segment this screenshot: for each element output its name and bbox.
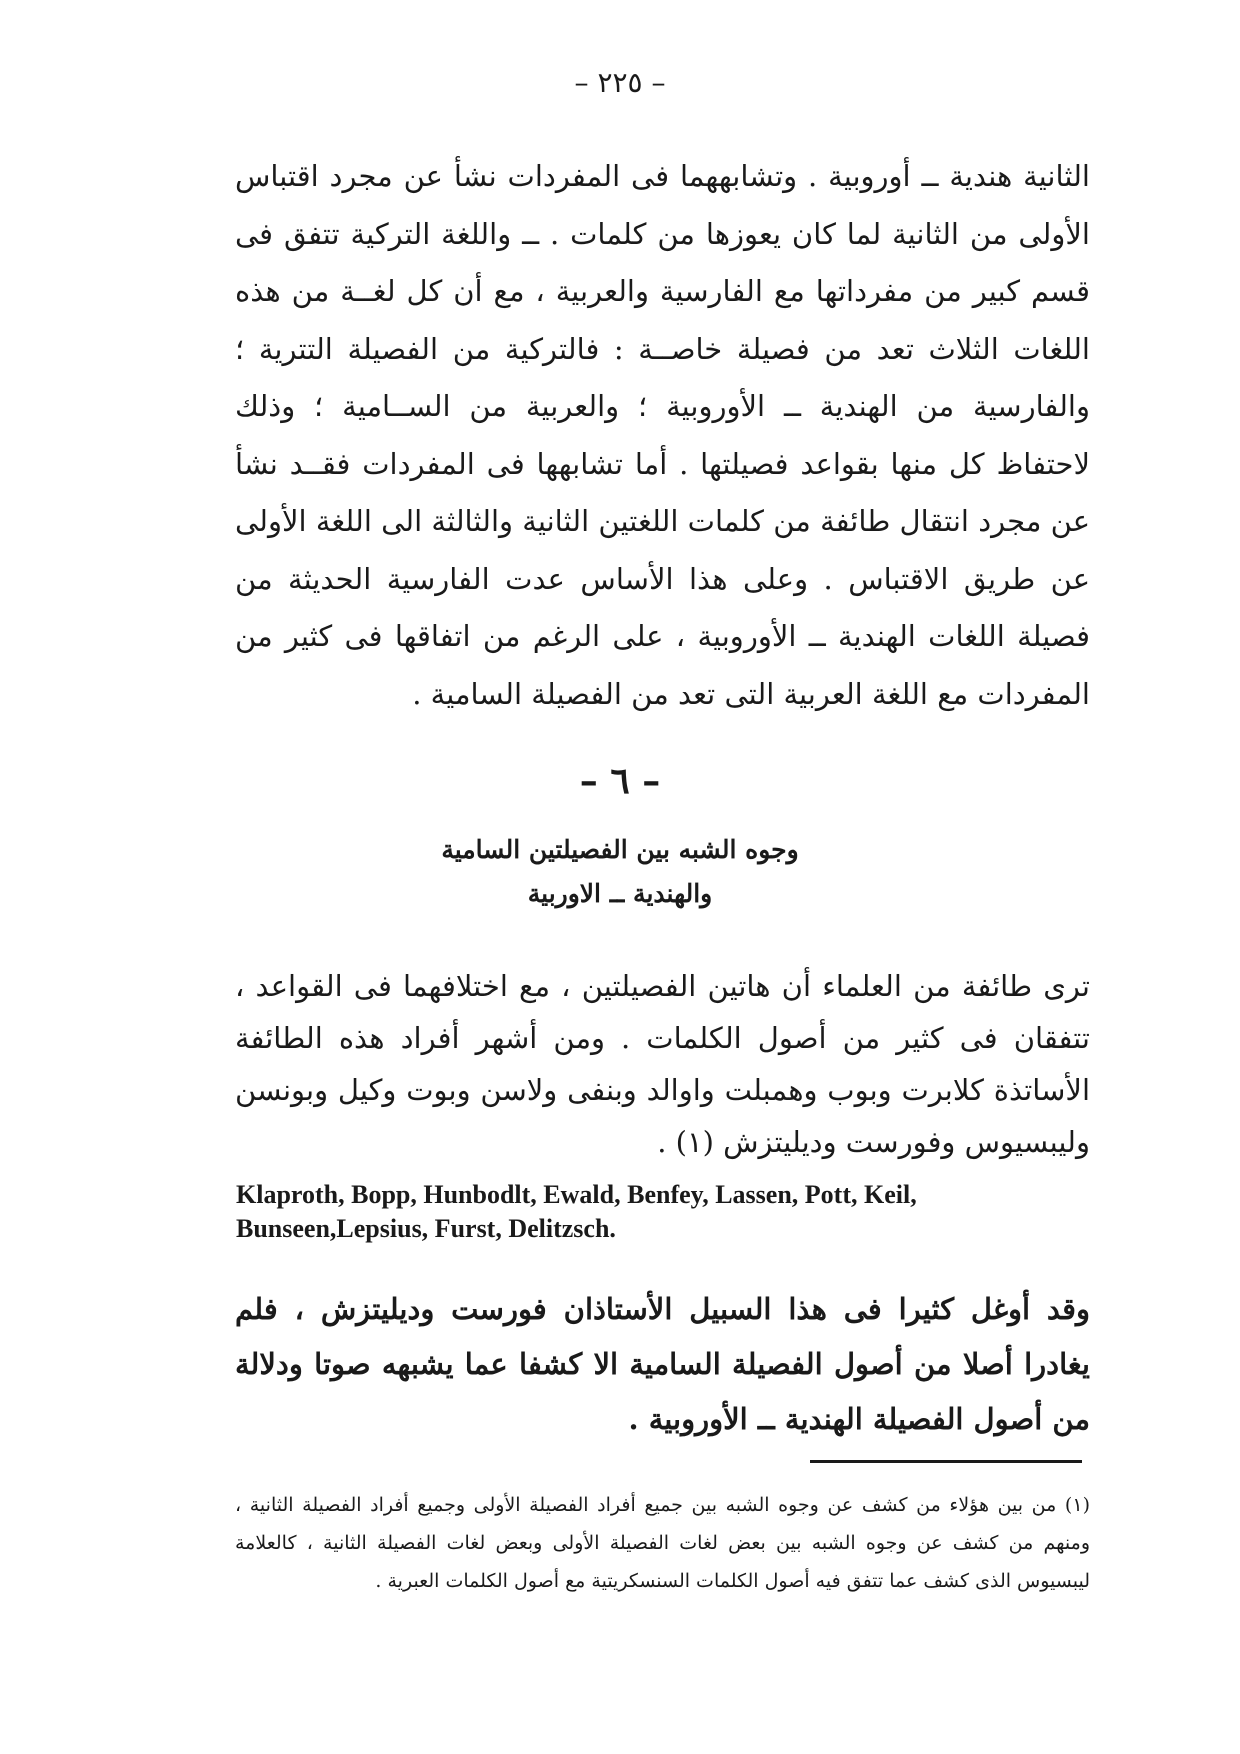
- latin-names-list: Klaproth, Bopp, Hunbodlt, Ewald, Benfey, Lassen, Pott, Keil, Bunseen,Lepsius, Furst, Delitzsch.: [236, 1180, 917, 1243]
- paragraph-scholars: ترى طائفة من العلماء أن هاتين الفصيلتين ، مع اختلافهما فى القواعد ، تتفقان فى كثير من أصول الكلمات . ومن أشهر أفراد هذه الطائفة الأساتذة كلابرت وبوب وهمبلت واوالد وبنفى ولاسن وبوت وكيل وبونسن وليبسيوس وفورست وديليتزش (١) .: [235, 969, 1090, 1159]
- paragraph-conclusion: وقد أوغل كثيرا فى هذا السبيل الأستاذان فورست وديليتزش ، فلم يغادرا أصلا من أصول الفصيلة السامية الا كشفا عما يشبهه صوتا ودلالة من أصول الفصيلة الهندية ــ الأوروبية .: [235, 1292, 1090, 1436]
- section-number: – ٦ –: [579, 760, 661, 802]
- section-title: [0, 828, 1240, 916]
- section-title-line-1: وجوه الشبه بين الفصيلتين السامية: [441, 835, 799, 864]
- paragraph-continued: الثانية هندية ــ أوروبية . وتشابههما فى المفردات نشأ عن مجرد اقتباس الأولى من الثانية لما كان يعوزها من كلمات . ــ واللغة التركية تتفق فى قسم كبير من مفرداتها مع الفارسية والعربية ، مع أن كل لغــة من هذه اللغات الثلاث تعد من فصيلة خاصــة : فالتركية من الفصيلة التترية ؛ والفارسية من الهندية ــ الأوروبية ؛ والعربية من الســامية ؛ وذلك لاحتفاظ كل منها بقواعد فصيلتها . أما تشابهها فى المفردات فقــد نشأ عن مجرد انتقال طائفة من كلمات اللغتين الثانية والثالثة الى اللغة الأولى عن طريق الاقتباس . وعلى هذا الأساس عدت الفارسية الحديثة من فصيلة اللغات الهندية ــ الأوروبية ، على الرغم من اتفاقها فى كثير من المفردات مع اللغة العربية التى تعد من الفصيلة السامية .: [235, 159, 1090, 711]
- footnote-divider: [810, 1460, 1082, 1463]
- footnote: (١) من بين هؤلاء من كشف عن وجوه الشبه بين جميع أفراد الفصيلة الأولى وجميع أفراد الفصيلة الثانية ، ومنهم من كشف عن وجوه الشبه بين بعض لغات الفصيلة الأولى وبعض لغات الفصيلة الثانية ، كالعلامة ليبسيوس الذى كشف عما تتفق فيه أصول الكلمات السنسكريتية مع أصول الكلمات العبرية .: [235, 1494, 1090, 1592]
- section-title-line-2: والهندية ــ الاوربية: [527, 879, 713, 908]
- page-number: – ٢٢٥ –: [574, 66, 666, 99]
